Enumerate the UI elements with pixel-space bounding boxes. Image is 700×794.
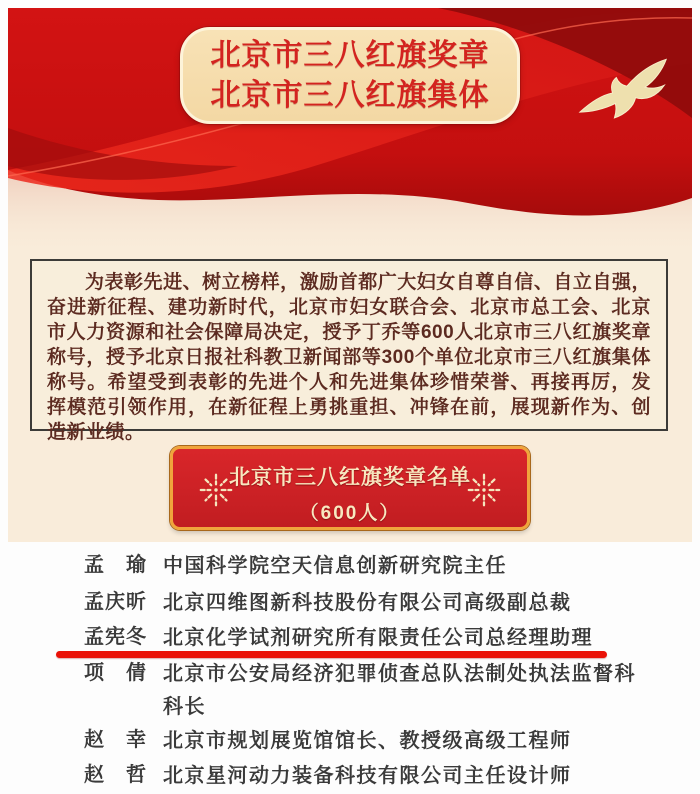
awardee-name: 孟庆昕 xyxy=(84,591,147,613)
list-title: 北京市三八红旗奖章名单 xyxy=(229,466,471,489)
awardee-title: 中国科学院空天信息创新研究院主任 xyxy=(163,555,507,577)
firework-icon xyxy=(465,471,503,509)
awardee-title: 北京星河动力装备科技有限公司主任设计师 xyxy=(163,765,572,787)
awardee-title: 北京四维图新科技股份有限公司高级副总裁 xyxy=(163,592,572,614)
headline-line-2: 北京市三八红旗集体 xyxy=(210,78,490,112)
awardee-name: 赵 哲 xyxy=(84,764,147,786)
notice-box xyxy=(30,259,668,443)
headline-line-1: 北京市三八红旗奖章 xyxy=(210,38,490,72)
headline-badge xyxy=(180,27,520,124)
notice-text: 为表彰先进、树立榜样，激励首都广大妇女自尊自信、自立自强，奋进新征程、建功新时代，北京市妇女联合会、北京市总工会、北京市人力资源和社会保障局决定，授予丁乔等600人北京市三八红旗奖章称号，授予北京日报社科教卫新闻部等300个单位北京市三八红旗集体称号。希望受到表彰的先进个人和先进集体珍惜荣誉、再接再厉，发挥模范引领作用，在新征程上勇挑重担、冲锋在前，展现新作为、创造新业绩。 xyxy=(47,272,651,443)
awardee-name: 孟 瑜 xyxy=(84,554,147,576)
list-title-banner xyxy=(170,446,530,530)
firework-icon xyxy=(197,471,235,509)
awardee-name: 赵 幸 xyxy=(84,729,147,751)
list-count: （600人） xyxy=(299,503,401,524)
awardee-title: 北京化学试剂研究所有限责任公司总经理助理 xyxy=(163,627,593,649)
awardee-name: 孟宪冬 xyxy=(84,626,147,648)
awardee-name: 项 倩 xyxy=(84,662,147,684)
highlight-underline xyxy=(56,651,607,658)
dove-icon xyxy=(576,56,672,126)
awardee-title: 北京市公安局经济犯罪侦查总队法制处执法监督科科长 xyxy=(163,663,636,718)
awardee-title: 北京市规划展览馆馆长、教授级高级工程师 xyxy=(163,730,572,752)
